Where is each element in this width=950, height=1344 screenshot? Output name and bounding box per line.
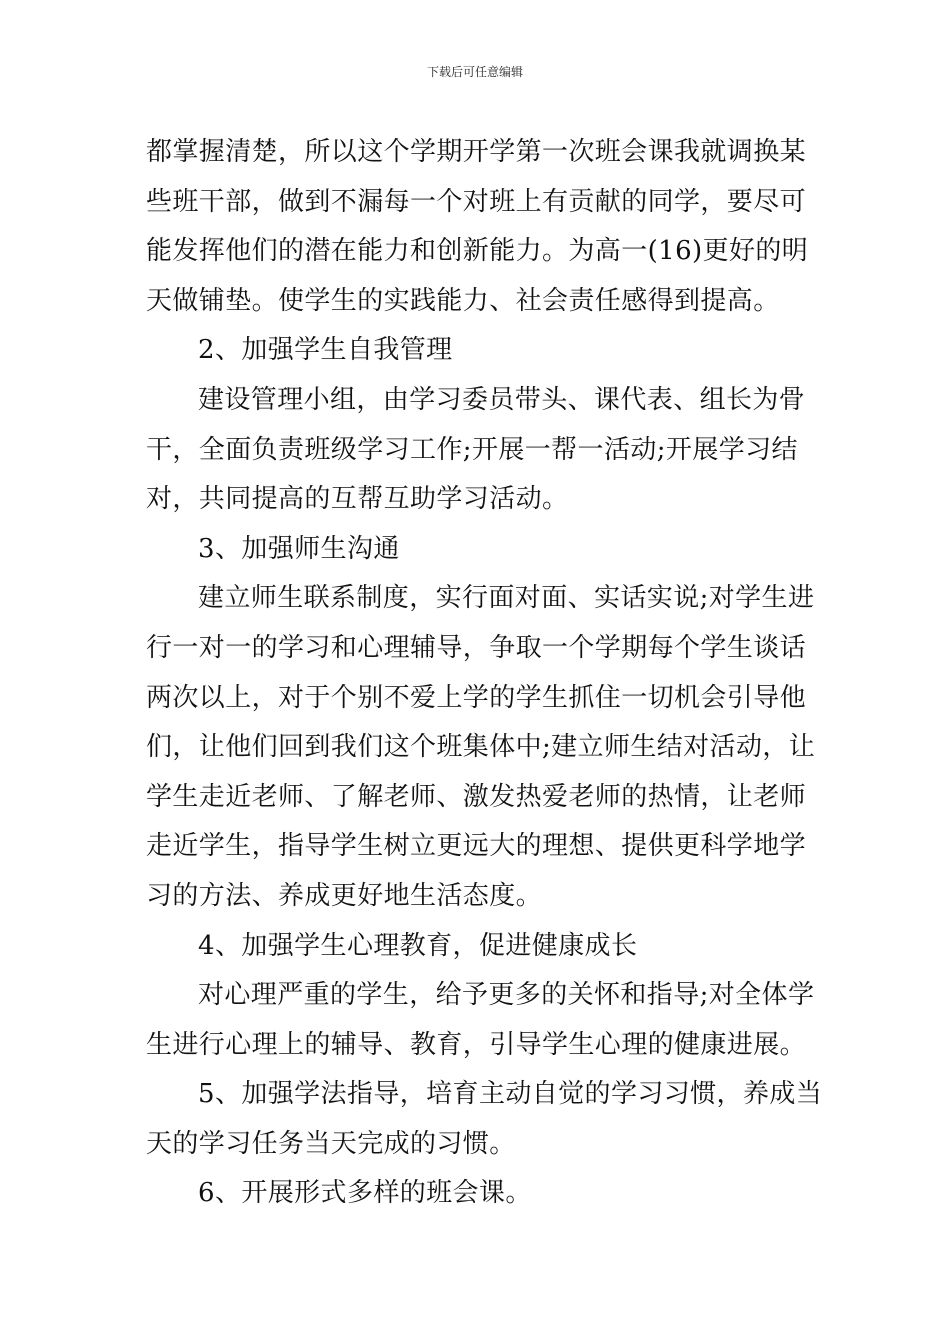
body-text: [146, 128, 823, 1219]
section-heading: 3、加强师生沟通: [198, 533, 400, 564]
section-heading: 2、加强学生自我管理: [198, 335, 453, 366]
body-line: 习的方法、养成更好地生活态度。: [146, 880, 543, 911]
page-header: 下载后可任意编辑: [426, 65, 523, 79]
body-line: 天做铺垫。使学生的实践能力、社会责任感得到提高。: [146, 285, 780, 316]
body-line: 干，全面负责班级学习工作;开展一帮一活动;开展学习结: [146, 434, 798, 465]
body-line: 们，让他们回到我们这个班集体中;建立师生结对活动，让: [146, 732, 816, 763]
body-line: 天的学习任务当天完成的习惯。: [146, 1128, 516, 1159]
body-line: 生进行心理上的辅导、教育，引导学生心理的健康进展。: [146, 1029, 807, 1060]
body-line: 都掌握清楚，所以这个学期开学第一次班会课我就调换某: [146, 137, 807, 167]
section-heading: 4、加强学生心理教育，促进健康成长: [198, 930, 638, 961]
section-heading: 6、开展形式多样的班会课。: [198, 1178, 532, 1209]
body-line: 能发挥他们的潜在能力和创新能力。为高一(16)更好的明: [146, 236, 809, 267]
body-line: 走近学生，指导学生树立更远大的理想、提供更科学地学: [146, 831, 807, 862]
body-line: 建立师生联系制度，实行面对面、实话实说;对学生进: [198, 583, 815, 614]
body-line: 对，共同提高的互帮互助学习活动。: [146, 484, 569, 515]
body-line: 对心理严重的学生，给予更多的关怀和指导;对全体学: [198, 980, 815, 1011]
body-line: 建设管理小组，由学习委员带头、课代表、组长为骨: [198, 384, 806, 415]
body-line: 学生走近老师、了解老师、激发热爱老师的热情，让老师: [146, 781, 807, 812]
body-line: 两次以上，对于个别不爱上学的学生抓住一切机会引导他: [146, 682, 807, 713]
body-line: 些班干部，做到不漏每一个对班上有贡献的同学，要尽可: [146, 186, 807, 217]
body-line: 行一对一的学习和心理辅导，争取一个学期每个学生谈话: [146, 632, 807, 663]
section-heading: 5、加强学法指导，培育主动自觉的学习习惯，养成当: [198, 1079, 823, 1110]
